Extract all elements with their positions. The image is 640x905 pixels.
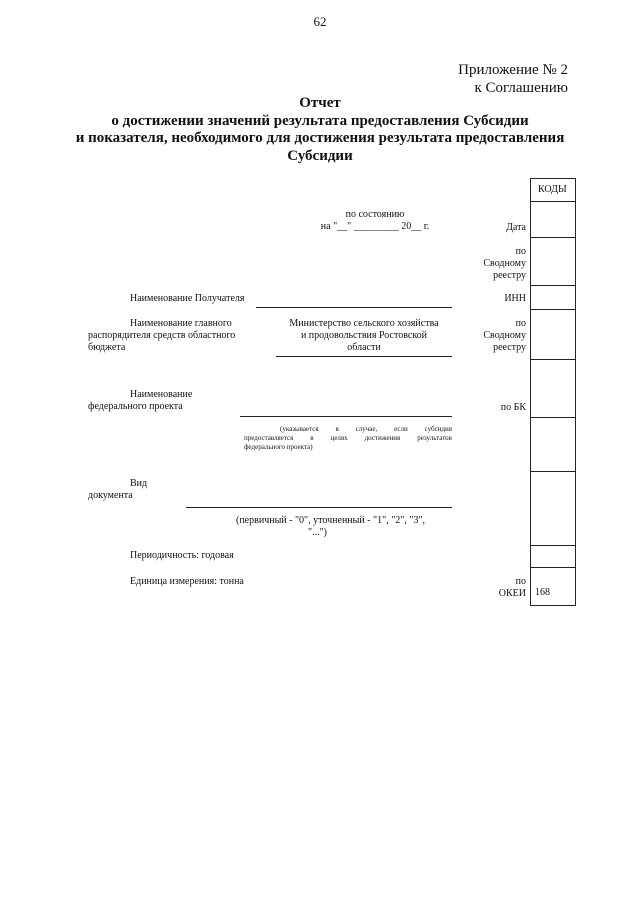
label-registry-2 <box>460 318 526 354</box>
label-registry-1 <box>460 246 526 282</box>
label-okei <box>460 576 526 600</box>
label-bk: по БК <box>500 402 526 413</box>
appendix-header <box>458 61 568 97</box>
report-title <box>60 95 580 165</box>
codes-row-divider <box>531 545 575 546</box>
okei-code-value: 168 <box>535 587 550 598</box>
page-number: 62 <box>313 14 327 29</box>
doc-label-line-2: документа <box>88 490 133 501</box>
label-inn: ИНН <box>504 293 526 304</box>
project-note-line-2: предоставляется в целях достижения результатов <box>244 434 452 442</box>
date-line-1: по состоянию <box>345 209 405 220</box>
codes-header: КОДЫ <box>538 184 567 195</box>
codes-row-divider <box>531 359 575 360</box>
codes-row-divider <box>531 285 575 286</box>
codes-row-divider <box>531 417 575 418</box>
registry1-line-3: реестру <box>493 270 526 281</box>
doc-note-line-1: (первичный - "0", уточненный - "1", "2", "3", <box>236 515 426 526</box>
manager-label <box>88 318 268 354</box>
label-date: Дата <box>506 222 526 233</box>
doc-note-line-2: "...") <box>308 527 327 538</box>
title-line-2: о достижении значений результата предоставления Субсидии <box>111 112 529 129</box>
project-line <box>240 416 452 417</box>
title-line-4: Субсидии <box>287 147 353 164</box>
date-block <box>300 209 450 233</box>
recipient-label: Наименование Получателя <box>130 293 245 304</box>
doc-label-line-1: Вид <box>130 478 148 489</box>
registry1-line-1: по <box>515 246 526 257</box>
manager-label-line-1: Наименование главного <box>130 318 232 329</box>
codes-row-divider <box>531 471 575 472</box>
registry2-line-3: реестру <box>493 342 526 353</box>
manager-value-line-3: области <box>347 342 381 353</box>
manager-label-line-3: бюджета <box>88 342 126 353</box>
codes-column <box>530 178 576 606</box>
manager-value-line-1: Министерство сельского хозяйства <box>289 318 439 329</box>
project-note-line-3: федерального проекта) <box>244 443 313 451</box>
codes-row-divider <box>531 237 575 238</box>
doc-line <box>186 507 452 508</box>
unit-of-measure: Единица измерения: тонна <box>130 576 244 587</box>
appendix-line-2: к Соглашению <box>474 80 568 96</box>
date-line-2: на "__" _________ 20__ г. <box>320 221 430 232</box>
okei-line-1: по <box>515 576 526 587</box>
appendix-line-1: Приложение № 2 <box>458 62 568 78</box>
registry1-line-2: Сводному <box>483 258 526 269</box>
project-note <box>244 425 452 452</box>
manager-value-line-2: и продовольствия Ростовской <box>300 330 428 341</box>
title-line-3: и показателя, необходимого для достижения результата предоставления <box>75 130 565 146</box>
registry2-line-1: по <box>515 318 526 329</box>
doc-label <box>88 478 208 502</box>
periodicity: Периодичность: годовая <box>130 550 234 561</box>
codes-row-divider <box>531 309 575 310</box>
project-label-line-2: федерального проекта <box>88 401 183 412</box>
okei-line-2: ОКЕИ <box>498 588 526 599</box>
registry2-line-2: Сводному <box>483 330 526 341</box>
title-line-1: Отчет <box>299 95 341 111</box>
manager-value <box>276 318 452 354</box>
codes-row-divider <box>531 567 575 568</box>
project-label <box>88 389 238 413</box>
codes-row-divider <box>531 201 575 202</box>
manager-label-line-2: распорядителя средств областного <box>88 330 236 341</box>
recipient-line <box>256 307 452 308</box>
doc-note <box>236 515 452 539</box>
project-note-line-1: (указывается в случае, если субсидия <box>280 425 452 433</box>
project-label-line-1: Наименование <box>130 389 193 400</box>
manager-line <box>276 356 452 357</box>
